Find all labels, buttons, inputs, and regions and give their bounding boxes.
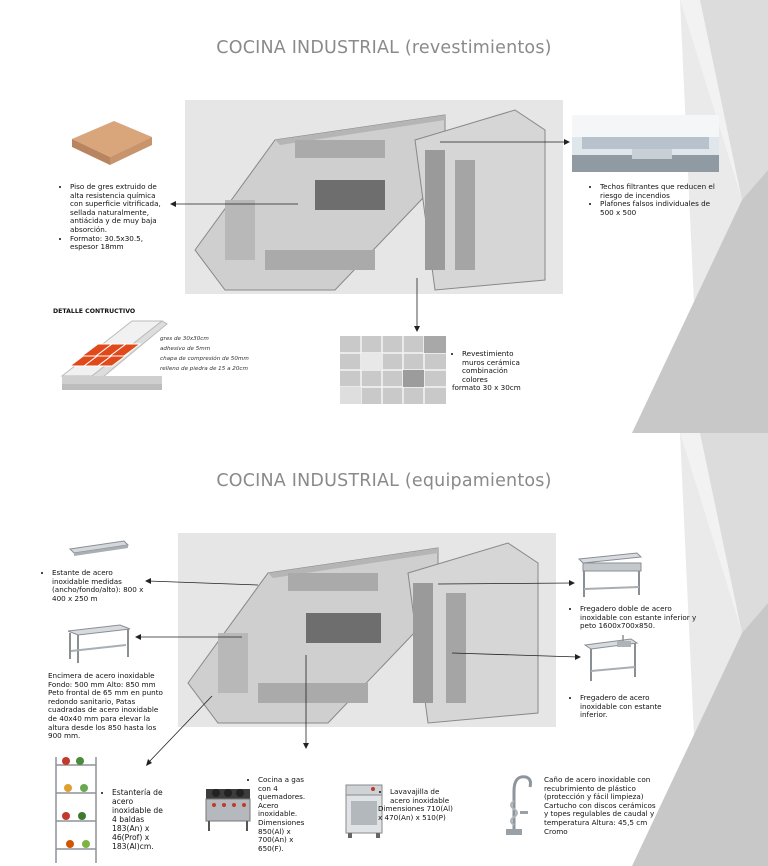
faucet-description: Caño de acero inoxidable con recubrimiento de plástico (protección y fácil limpieza) Cartucho con discos cerámicos y topes regulables de caudal y temperatura Altura: 45,5 cm Cromo — [544, 775, 656, 836]
counter-description: Encimera de acero inoxidable Fondo: 500 mm Alto: 850 mm Peto frontal de 65 mm en punto redondo sanitario, Patas cuadradas de acero inoxidable de 40x40 mm para elevar la altura desde los 850 hasta los 900 mm. — [48, 671, 163, 741]
stove-item: • Cocina a gas con 4 quemadores. Acero inoxidable. Dimensiones 850(Al) x 700(An) x 650(F). — [258, 776, 308, 853]
dishwasher-item: • Lavavajilla de acero inoxidable — [390, 788, 458, 805]
detail-label: relleno de piedra de 15 a 20cm — [160, 366, 248, 372]
wall-format: formato 30 x 30cm — [452, 383, 521, 393]
ceiling-item: • Techos filtrantes que reducen el riesgo de incendios — [600, 183, 720, 200]
detail-label: adhesivo de 5mm — [160, 346, 211, 352]
slide-equipamientos — [0, 433, 768, 866]
floor-format: • Formato: 30.5x30.5, espesor 18mm — [70, 235, 170, 252]
detail-label: chapa de compresión de 50mm — [160, 356, 249, 362]
page-title: COCINA INDUSTRIAL (revestimientos) — [216, 38, 552, 58]
page-title: COCINA INDUSTRIAL (equipamientos) — [216, 471, 552, 491]
detail-title: DETALLE CONTRUCTIVO — [53, 308, 136, 315]
single-sink-item: • Fregadero de acero inoxidable con estante inferior. — [580, 694, 668, 720]
dishwasher-dims: Dimensiones 710(Al) x 470(An) x 510(P) — [378, 804, 453, 822]
ceiling-item: • Plafones falsos individuales de 500 x 500 — [600, 200, 720, 217]
shelf-item: • Estante de acero inoxidable medidas (ancho/fondo/alto): 800 x 400 x 250 m — [52, 569, 150, 603]
floor-item: • Piso de gres extruido de alta resistencia química con superficie vitrificada, sellada naturalmente, antiácida y de muy baja absorción. — [70, 183, 170, 235]
rack-item: • Estantería de acero inoxidable de 4 baldas 183(An) x 46(Prof) x 183(Al)cm. — [112, 788, 166, 851]
wall-item: • Revestimiento muros cerámica combinación colores — [462, 350, 530, 384]
callout-arrows — [0, 433, 768, 866]
detail-label: gres de 30x30cm — [160, 336, 209, 342]
double-sink-item: • Fregadero doble de acero inoxidable con estante inferior y peto 1600x700x850. — [580, 605, 704, 631]
